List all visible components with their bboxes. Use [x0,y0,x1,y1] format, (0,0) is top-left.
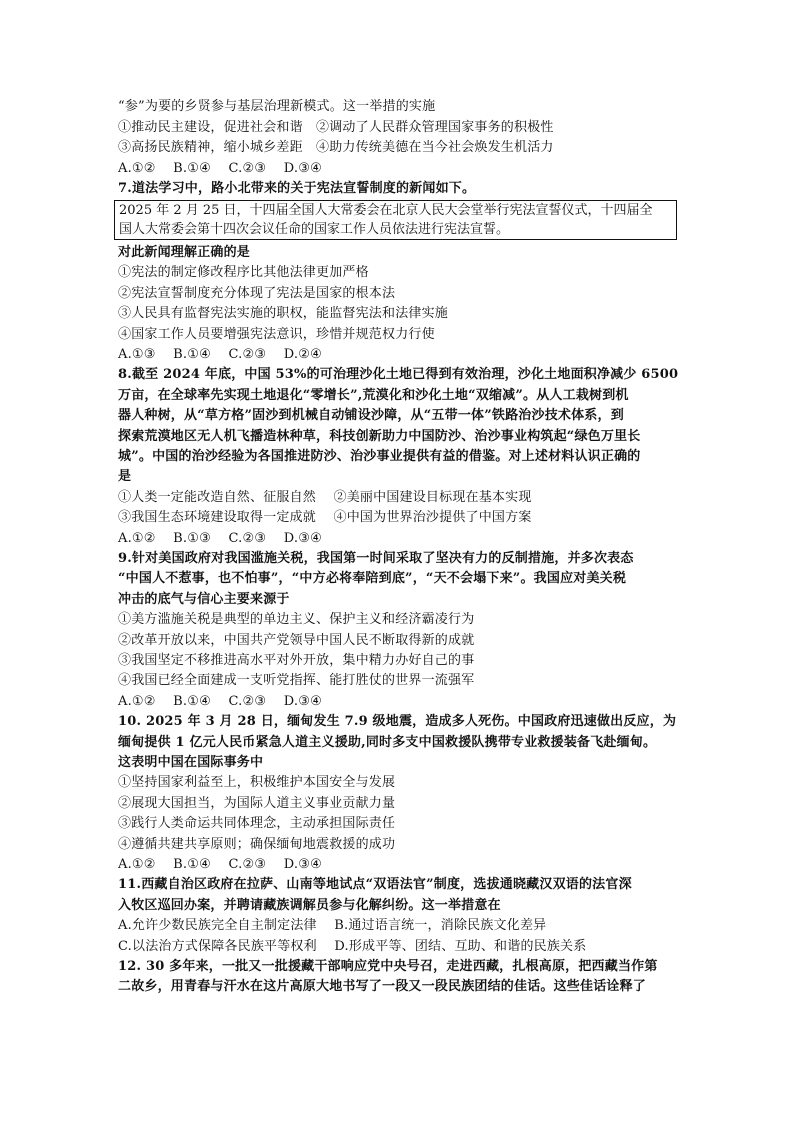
text-line: ③我国坚定不移推进高水平对外开放，集中精力办好自己的事 [118,653,475,668]
text-line: ③人民具有监督宪法实施的职权，能监督宪法和法律实施 [118,306,449,322]
text-line: ②宪法宣誓制度充分体现了宪法是国家的根本法 [118,285,396,301]
text-line: A.允许少数民族完全自主制定法律 B.通过语言统一，消除民族文化差异 [118,918,547,934]
text-line: 12. 30 多年来，一批又一批援藏干部响应党中央号召，走进西藏，扎根高原，把西藏当作第 [118,959,658,974]
text-line: C.以法治方式保障各民族平等权利 D.形成平等、团结、互助、和谐的民族关系 [118,938,587,954]
text-line: A.①② B.①④ C.②③ D.③④ [118,857,322,872]
text-line: 二故乡，用青春与汗水在这片高原大地书写了一段又一段民族团结的佳话。这些佳话诠释了 [118,979,647,995]
text-line: “参”为要的乡贤参与基层治理新模式。这一举措的实施 [118,99,436,114]
text-line: A.①② B.①④ C.②③ D.③④ [118,693,322,709]
text-line: 10. 2025 年 3 月 28 日，缅甸发生 7.9 级地震，造成多人死伤。中国政府迅速做出反应，为 [118,714,677,730]
text-line: 7.道法学习中，路小北带来的关于宪法宣誓制度的新闻如下。 [118,181,476,196]
text-line: 万亩，在全球率先实现土地退化“零增长”,荒漠化和沙化土地“双缩减”。从人工栽树到机 [118,387,629,403]
text-line: 探索荒漠地区无人机飞播造林种草，科技创新助力中国防沙、治沙事业构筑起“绿色万里长 [118,428,641,444]
text-line: ③我国生态环境建设取得一定成就 ④中国为世界治沙提供了中国方案 [118,510,532,526]
text-line: 器人种树，从“草方格”固沙到机械自动铺设沙障，从“五带一体”铁路治沙技术体系，到 [118,408,624,424]
text-line: 入牧区巡回办案，并聘请藏族调解员参与化解纠纷。这一举措意在 [118,897,501,913]
news-line: 国人大常委会第十四次会议任命的国家工作人员依法进行宪法宣誓。 [119,222,510,237]
text-line: ③践行人类命运共同体理念，主动承担国际责任 [118,816,396,832]
text-line: ②展现大国担当，为国际人道主义事业贡献力量 [118,795,396,811]
text-line: ①宪法的制定修改程序比其他法律更加严格 [118,265,369,281]
text-line: 缅甸提供 1 亿元人民币紧急人道主义援助,同时多支中国救援队携带专业救援装备飞赴缅甸。 [118,734,657,750]
text-line: 这表明中国在国际事务中 [118,755,264,770]
text-line: ①推动民主建设，促进社会和谐 ②调动了人民群众管理国家事务的积极性 [118,119,554,135]
text-line: ①坚持国家利益至上，积极维护本国安全与发展 [118,775,396,791]
text-line: ①人类一定能改造自然、征服自然 ②美丽中国建设目标现在基本实现 [118,489,532,505]
text-line: 城”。中国的治沙经验为各国推进防沙、治沙事业提供有益的借鉴。对上述材料认识正确的 [118,449,641,464]
text-line: 11.西藏自治区政府在拉萨、山南等地试点“双语法官”制度，选拔通晓藏汉双语的法官深 [118,877,632,893]
text-line: ②改革开放以来，中国共产党领导中国人民不断取得新的成就 [118,632,475,648]
text-line: A.①② B.①④ C.②③ D.③④ [118,160,322,176]
text-line: 9.针对美国政府对我国滥施关税，我国第一时间采取了坚决有力的反制措施，并多次表态 [118,551,634,566]
news-line: 2025 年 2 月 25 日，十四届全国人大常委会在北京人民大会堂举行宪法宣誓仪式，十四届全 [119,203,653,218]
text-line: ①美方滥施关税是典型的单边主义、保护主义和经济霸凌行为 [118,612,475,628]
text-line: 是 [118,469,132,485]
text-line: A.①② B.①③ C.②③ D.③④ [118,530,322,546]
text-line: “中国人不惹事，也不怕事”，“中方必将奉陪到底”，“天不会塌下来”。我国应对美关税 [118,571,627,587]
text-line: 对此新闻理解正确的是 [118,245,251,260]
text-line: ④我国已经全面建成一支听党指挥、能打胜仗的世界一流强军 [118,673,475,689]
news-box [114,200,677,240]
text-line: 冲击的底气与信心主要来源于 [118,591,290,607]
text-line: A.①③ B.①④ C.②③ D.②④ [118,347,322,362]
text-line: 8.截至 2024 年底，中国 53%的可治理沙化土地已得到有效治理，沙化土地面积净减少 6500 [118,367,679,383]
text-line: ③高扬民族精神，缩小城乡差距 ④助力传统美德在当今社会焕发生机活力 [118,140,554,155]
text-line: ④遵循共建共享原则；确保缅甸地震救援的成功 [118,836,396,852]
text-line: ④国家工作人员要增强宪法意识，珍惜并规范权力行使 [118,326,435,342]
